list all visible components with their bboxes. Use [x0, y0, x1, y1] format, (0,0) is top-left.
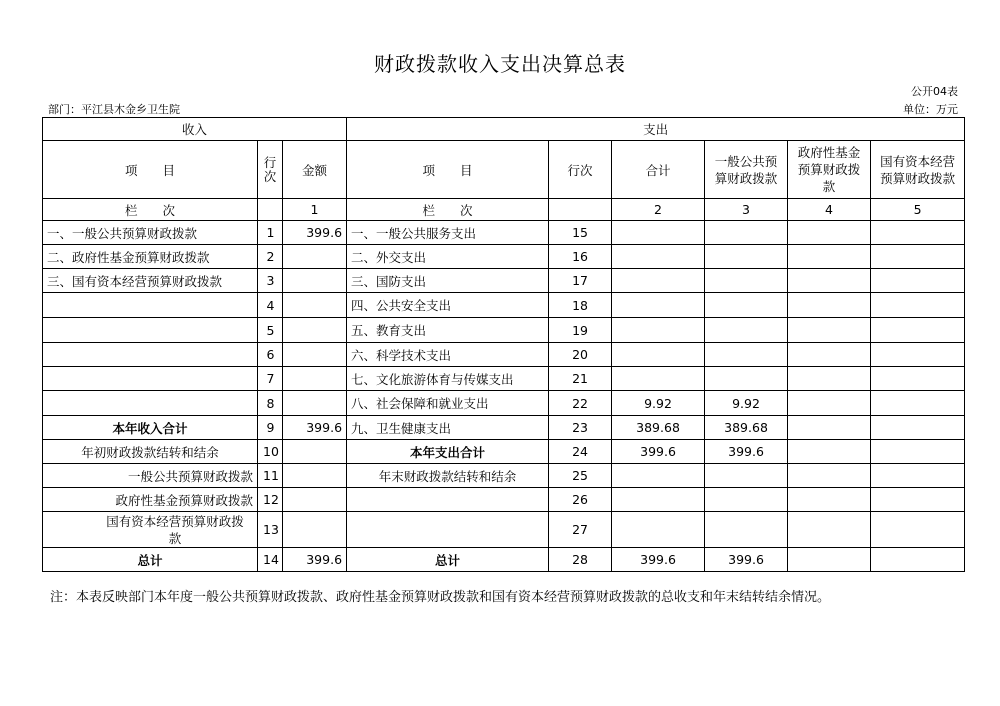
unit-label: 单位：万元 — [903, 103, 958, 116]
general-budget-cell: 9.92 — [705, 391, 788, 416]
expense-item-cell: 一、一般公共服务支出 — [347, 221, 549, 245]
income-rowno-cell: 11 — [258, 464, 283, 488]
table-row — [43, 488, 965, 512]
form-code: 公开04表 — [911, 85, 958, 98]
income-item-cell: 一般公共预算财政拨款 — [43, 464, 258, 488]
general-budget-cell — [705, 318, 788, 343]
state-capital-cell — [871, 269, 965, 293]
total-cell: 9.92 — [612, 391, 705, 416]
table-row — [43, 512, 965, 548]
expense-rowno-cell: 21 — [549, 367, 612, 391]
income-amount-cell — [283, 318, 347, 343]
gov-fund-cell — [788, 488, 871, 512]
expense-rowno-cell: 19 — [549, 318, 612, 343]
expense-item-cell: 九、卫生健康支出 — [347, 416, 549, 440]
general-budget-cell: 389.68 — [705, 416, 788, 440]
table-row — [43, 391, 965, 416]
state-capital-cell — [871, 367, 965, 391]
income-item-cell: 总计 — [43, 548, 258, 572]
state-capital-cell — [871, 293, 965, 318]
table-row — [43, 367, 965, 391]
income-item-cell — [43, 343, 258, 367]
total-cell — [612, 367, 705, 391]
table-row — [43, 416, 965, 440]
expense-item-cell: 六、科学技术支出 — [347, 343, 549, 367]
state-capital-cell — [871, 464, 965, 488]
expense-item-cell: 八、社会保障和就业支出 — [347, 391, 549, 416]
income-item-cell — [43, 367, 258, 391]
income-rowno-cell: 12 — [258, 488, 283, 512]
income-amount-cell — [283, 464, 347, 488]
general-budget-cell — [705, 269, 788, 293]
income-rowno-cell: 2 — [258, 245, 283, 269]
income-amount-cell — [283, 488, 347, 512]
state-capital-header: 国有资本经营预算财政拨款 — [871, 141, 965, 199]
expense-item-cell: 五、教育支出 — [347, 318, 549, 343]
expense-item-cell — [347, 488, 549, 512]
general-budget-cell — [705, 488, 788, 512]
general-budget-cell — [705, 221, 788, 245]
state-capital-cell — [871, 440, 965, 464]
table-row — [43, 221, 965, 245]
income-amount-cell — [283, 293, 347, 318]
expense-item-cell — [347, 512, 549, 548]
total-cell: 399.6 — [612, 548, 705, 572]
income-rowno-cell: 5 — [258, 318, 283, 343]
income-amount-cell: 399.6 — [283, 221, 347, 245]
state-capital-cell — [871, 512, 965, 548]
expense-rowno-cell: 17 — [549, 269, 612, 293]
income-item-cell: 一、一般公共预算财政拨款 — [43, 221, 258, 245]
total-header: 合计 — [612, 141, 705, 199]
income-rowno-cell: 1 — [258, 221, 283, 245]
table-row — [43, 245, 965, 269]
expense-rowno-cell: 22 — [549, 391, 612, 416]
income-rowno-cell: 7 — [258, 367, 283, 391]
gov-fund-cell — [788, 512, 871, 548]
gov-fund-cell — [788, 269, 871, 293]
total-cell — [612, 343, 705, 367]
income-amount-cell — [283, 440, 347, 464]
income-amount-cell — [283, 367, 347, 391]
expense-rowno-cell: 23 — [549, 416, 612, 440]
income-amount-cell: 399.6 — [283, 548, 347, 572]
income-item-cell: 二、政府性基金预算财政拨款 — [43, 245, 258, 269]
column-index-label: 栏 次 — [43, 199, 258, 221]
expense-rowno-cell: 18 — [549, 293, 612, 318]
income-rowno-header: 行次 — [258, 141, 283, 199]
amount-header: 金额 — [283, 141, 347, 199]
general-budget-cell — [705, 512, 788, 548]
general-budget-cell — [705, 343, 788, 367]
gov-fund-cell — [788, 367, 871, 391]
column-index-3: 3 — [705, 199, 788, 221]
total-cell — [612, 512, 705, 548]
expense-item-cell: 三、国防支出 — [347, 269, 549, 293]
gov-fund-cell — [788, 318, 871, 343]
gov-fund-cell — [788, 464, 871, 488]
expense-rowno-cell: 15 — [549, 221, 612, 245]
income-item-cell: 三、国有资本经营预算财政拨款 — [43, 269, 258, 293]
table-row — [43, 269, 965, 293]
income-rowno-cell: 4 — [258, 293, 283, 318]
income-item-cell: 年初财政拨款结转和结余 — [43, 440, 258, 464]
column-index-5: 5 — [871, 199, 965, 221]
income-rowno-cell: 6 — [258, 343, 283, 367]
expense-item-cell: 总计 — [347, 548, 549, 572]
total-cell: 399.6 — [612, 440, 705, 464]
state-capital-cell — [871, 343, 965, 367]
table-row — [43, 464, 965, 488]
table-row — [43, 293, 965, 318]
gov-fund-cell — [788, 548, 871, 572]
gov-fund-cell — [788, 440, 871, 464]
table-row — [43, 318, 965, 343]
income-amount-cell — [283, 245, 347, 269]
expense-rowno-cell: 20 — [549, 343, 612, 367]
state-capital-cell — [871, 221, 965, 245]
expense-rowno-cell: 24 — [549, 440, 612, 464]
income-amount-cell — [283, 269, 347, 293]
budget-table — [42, 117, 965, 572]
general-budget-cell — [705, 293, 788, 318]
general-budget-cell: 399.6 — [705, 440, 788, 464]
expense-item-cell: 本年支出合计 — [347, 440, 549, 464]
income-rowno-cell: 8 — [258, 391, 283, 416]
total-cell — [612, 245, 705, 269]
expense-item-cell: 七、文化旅游体育与传媒支出 — [347, 367, 549, 391]
state-capital-cell — [871, 488, 965, 512]
income-rowno-cell: 13 — [258, 512, 283, 548]
total-cell: 389.68 — [612, 416, 705, 440]
expense-item-cell: 二、外交支出 — [347, 245, 549, 269]
income-rowno-cell: 3 — [258, 269, 283, 293]
page-title: 财政拨款收入支出决算总表 — [374, 52, 626, 76]
income-rowno-cell: 14 — [258, 548, 283, 572]
income-rowno-cell: 10 — [258, 440, 283, 464]
general-budget-cell: 399.6 — [705, 548, 788, 572]
gov-fund-cell — [788, 293, 871, 318]
column-index-2: 2 — [612, 199, 705, 221]
income-item-cell: 本年收入合计 — [43, 416, 258, 440]
income-item-cell: 政府性基金预算财政拨款 — [43, 488, 258, 512]
expense-rowno-cell: 28 — [549, 548, 612, 572]
total-cell — [612, 318, 705, 343]
total-cell — [612, 269, 705, 293]
general-budget-header: 一般公共预算财政拨款 — [705, 141, 788, 199]
state-capital-cell — [871, 548, 965, 572]
income-amount-cell — [283, 512, 347, 548]
table-row — [43, 440, 965, 464]
expense-rowno-cell: 16 — [549, 245, 612, 269]
expense-rowno-cell: 26 — [549, 488, 612, 512]
general-budget-cell — [705, 245, 788, 269]
state-capital-cell — [871, 416, 965, 440]
expense-item-cell: 年末财政拨款结转和结余 — [347, 464, 549, 488]
column-index-label-expense: 栏 次 — [347, 199, 549, 221]
income-rowno-cell: 9 — [258, 416, 283, 440]
income-item-cell — [43, 318, 258, 343]
total-cell — [612, 293, 705, 318]
expense-rowno-cell: 27 — [549, 512, 612, 548]
gov-fund-cell — [788, 343, 871, 367]
column-index-1: 1 — [283, 199, 347, 221]
income-amount-cell — [283, 343, 347, 367]
general-budget-cell — [705, 464, 788, 488]
gov-fund-header: 政府性基金预算财政拨款 — [788, 141, 871, 199]
income-item-cell — [43, 391, 258, 416]
state-capital-cell — [871, 318, 965, 343]
state-capital-cell — [871, 245, 965, 269]
income-amount-cell: 399.6 — [283, 416, 347, 440]
column-index-4: 4 — [788, 199, 871, 221]
expense-rowno-header: 行次 — [549, 141, 612, 199]
expense-item-cell: 四、公共安全支出 — [347, 293, 549, 318]
income-amount-cell — [283, 391, 347, 416]
gov-fund-cell — [788, 221, 871, 245]
table-row — [43, 548, 965, 572]
income-item-cell: 国有资本经营预算财政拨款 — [43, 512, 258, 548]
expense-rowno-cell: 25 — [549, 464, 612, 488]
gov-fund-cell — [788, 391, 871, 416]
general-budget-cell — [705, 367, 788, 391]
expense-item-header: 项 目 — [347, 141, 549, 199]
department-label: 部门：平江县木金乡卫生院 — [48, 103, 180, 116]
state-capital-cell — [871, 391, 965, 416]
total-cell — [612, 221, 705, 245]
total-cell — [612, 488, 705, 512]
gov-fund-cell — [788, 416, 871, 440]
income-item-cell — [43, 293, 258, 318]
table-row — [43, 343, 965, 367]
income-item-header: 项 目 — [43, 141, 258, 199]
footnote: 注：本表反映部门本年度一般公共预算财政拨款、政府性基金预算财政拨款和国有资本经营预算财政拨款的总收支和年末结转结余情况。 — [50, 590, 831, 605]
gov-fund-cell — [788, 245, 871, 269]
income-header: 收入 — [43, 118, 347, 141]
expense-header: 支出 — [347, 118, 965, 141]
total-cell — [612, 464, 705, 488]
